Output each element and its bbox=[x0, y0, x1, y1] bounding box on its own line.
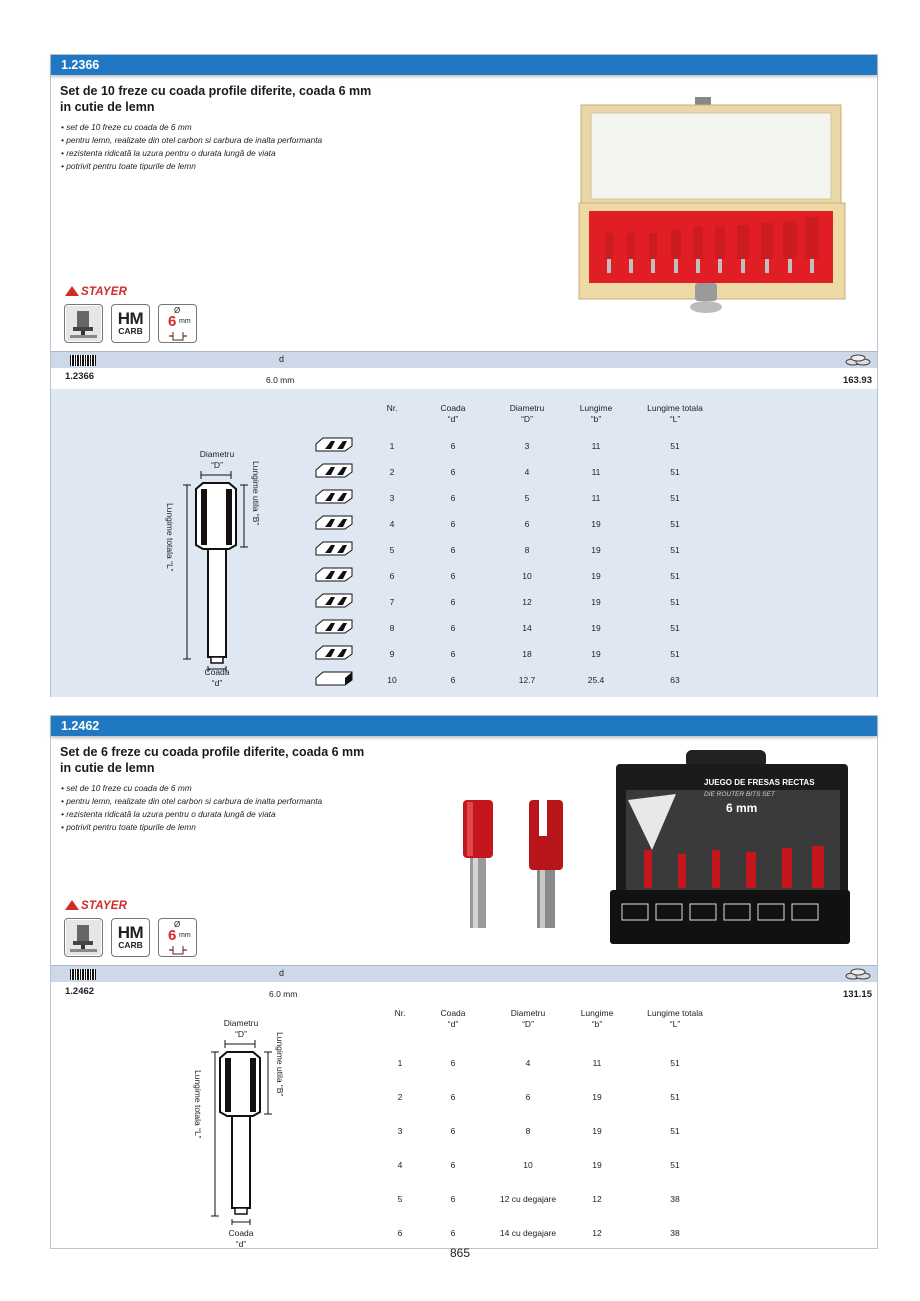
table-cell: 4 bbox=[524, 467, 530, 477]
table-cell: 19 bbox=[592, 1160, 602, 1170]
table-cell: 12 cu degajare bbox=[499, 1194, 557, 1204]
table-cell: 5 bbox=[389, 545, 395, 555]
info-bar bbox=[51, 351, 877, 368]
column-header: Diametru “D” bbox=[509, 403, 545, 424]
product-section-2 bbox=[50, 715, 878, 1249]
feature-item: • pentru lemn, realizate din otel carbon si carbura de inalta performanta bbox=[61, 796, 323, 806]
table-cell: 6 bbox=[450, 1194, 456, 1204]
table-cell: 10 bbox=[522, 571, 532, 581]
feature-icons bbox=[64, 304, 197, 343]
profile-icon bbox=[315, 436, 353, 452]
table-cell: 10 bbox=[387, 675, 397, 685]
table-cell: 2 bbox=[397, 1092, 403, 1102]
shank-diameter-icon: Ø 6 mm bbox=[158, 918, 197, 957]
package-subtitle: DIE ROUTER BITS SET bbox=[704, 791, 775, 798]
table-cell: 11 bbox=[591, 493, 601, 503]
hm-carb-icon: HM CARB bbox=[111, 918, 150, 957]
table-cell: 19 bbox=[592, 1092, 602, 1102]
feature-icons bbox=[64, 918, 197, 957]
router-bit-diagram bbox=[185, 1016, 335, 1256]
product-section-1 bbox=[50, 54, 878, 697]
table-cell: 6 bbox=[525, 1092, 531, 1102]
package-size: 6 mm bbox=[726, 801, 758, 815]
column-header: Lungime totala “L” bbox=[647, 1008, 703, 1029]
title-line-1: Set de 6 freze cu coada profile diferite, coada 6 mm bbox=[60, 745, 365, 759]
profile-icon bbox=[315, 618, 353, 634]
feature-item: • set de 10 freze cu coada de 6 mm bbox=[61, 783, 192, 793]
table-cell: 12 bbox=[522, 597, 532, 607]
brand-triangle-icon bbox=[65, 286, 79, 296]
column-header: Lungime “b” bbox=[580, 1008, 614, 1029]
table-cell: 6 bbox=[450, 441, 456, 451]
table-cell: 6 bbox=[450, 1126, 456, 1136]
table-cell: 19 bbox=[592, 1126, 602, 1136]
table-cell: 6 bbox=[450, 571, 456, 581]
table-cell: 19 bbox=[591, 597, 601, 607]
table-cell: 51 bbox=[670, 1092, 680, 1102]
table-cell: 2 bbox=[389, 467, 395, 477]
section-header: 1.2366 bbox=[51, 55, 877, 75]
router-machine-icon bbox=[64, 304, 103, 343]
table-cell: 6 bbox=[450, 467, 456, 477]
feature-item: • potrivit pentru toate tipurile de lemn bbox=[61, 161, 196, 171]
shank-diameter-icon: Ø 6 mm bbox=[158, 304, 197, 343]
table-cell: 51 bbox=[670, 623, 680, 633]
table-cell: 51 bbox=[670, 545, 680, 555]
coins-icon bbox=[845, 354, 871, 366]
product-photo bbox=[571, 93, 851, 325]
table-cell: 6 bbox=[450, 1228, 456, 1238]
table-cell: 51 bbox=[670, 1126, 680, 1136]
product-code: 1.2462 bbox=[65, 986, 95, 997]
table-cell: 6 bbox=[450, 545, 456, 555]
table-cell: 6 bbox=[450, 623, 456, 633]
table-cell: 12 bbox=[592, 1194, 602, 1204]
title-line-2: in cutie de lemn bbox=[60, 100, 155, 114]
column-header: Lungime “b” bbox=[579, 403, 613, 424]
table-cell: 12.7 bbox=[518, 675, 536, 685]
d-value: 6.0 mm bbox=[269, 989, 298, 999]
column-header: Nr. bbox=[386, 403, 398, 413]
spec-panel bbox=[51, 389, 877, 697]
column-header: Coada “d” bbox=[440, 1008, 466, 1029]
coins-icon bbox=[845, 968, 871, 980]
table-cell: 25.4 bbox=[587, 675, 605, 685]
table-cell: 1 bbox=[397, 1058, 403, 1068]
router-bit-diagram bbox=[161, 449, 311, 699]
profile-icon bbox=[315, 540, 353, 556]
lungime-totala-label: Lungime totala “L” bbox=[193, 1070, 203, 1139]
table-cell: 6 bbox=[450, 519, 456, 529]
table-cell: 19 bbox=[591, 571, 601, 581]
table-cell: 51 bbox=[670, 571, 680, 581]
table-cell: 19 bbox=[591, 649, 601, 659]
brand-triangle-icon bbox=[65, 900, 79, 910]
d-value: 6.0 mm bbox=[266, 375, 295, 385]
product-title bbox=[60, 744, 364, 776]
profile-icon bbox=[315, 670, 353, 686]
table-cell: 6 bbox=[450, 1160, 456, 1170]
router-bits-photo bbox=[451, 792, 581, 932]
table-cell: 3 bbox=[524, 441, 530, 451]
feature-item: • set de 10 freze cu coada de 6 mm bbox=[61, 122, 192, 132]
column-header: Lungime totala “L” bbox=[647, 403, 703, 424]
table-cell: 12 bbox=[592, 1228, 602, 1238]
table-cell: 51 bbox=[670, 441, 680, 451]
table-cell: 6 bbox=[450, 1058, 456, 1068]
table-cell: 19 bbox=[591, 545, 601, 555]
table-cell: 1 bbox=[389, 441, 395, 451]
table-cell: 6 bbox=[450, 1092, 456, 1102]
feature-item: • rezistenta ridicată la uzura pentru o durata lungă de viata bbox=[61, 148, 276, 158]
table-cell: 51 bbox=[670, 467, 680, 477]
table-cell: 5 bbox=[524, 493, 530, 503]
price: 131.15 bbox=[842, 989, 872, 1000]
router-machine-icon bbox=[64, 918, 103, 957]
feature-item: • pentru lemn, realizate din otel carbon si carbura de inalta performanta bbox=[61, 135, 323, 145]
feature-item: • potrivit pentru toate tipurile de lemn bbox=[61, 822, 196, 832]
table-cell: 38 bbox=[670, 1228, 680, 1238]
barcode-icon bbox=[70, 969, 96, 980]
profile-icon bbox=[315, 566, 353, 582]
table-cell: 51 bbox=[670, 1160, 680, 1170]
d-column-label: d bbox=[279, 354, 285, 364]
table-cell: 19 bbox=[591, 519, 601, 529]
package-photo bbox=[606, 750, 851, 948]
column-header: Nr. bbox=[394, 1008, 406, 1018]
table-cell: 51 bbox=[670, 597, 680, 607]
diametru-label: Diametru “D” bbox=[199, 449, 235, 470]
lungime-utila-label: Lungime utila “B” bbox=[251, 461, 261, 526]
table-cell: 11 bbox=[591, 467, 601, 477]
table-cell: 6 bbox=[397, 1228, 403, 1238]
section-header: 1.2462 bbox=[51, 716, 877, 736]
profile-icon bbox=[315, 592, 353, 608]
table-cell: 6 bbox=[524, 519, 530, 529]
table-cell: 6 bbox=[450, 675, 456, 685]
table-cell: 38 bbox=[670, 1194, 680, 1204]
title-line-2: in cutie de lemn bbox=[60, 761, 155, 775]
table-cell: 11 bbox=[591, 441, 601, 451]
feature-list bbox=[61, 782, 322, 834]
table-cell: 6 bbox=[450, 597, 456, 607]
brand-logo: STAYER bbox=[65, 286, 127, 298]
table-cell: 8 bbox=[525, 1126, 531, 1136]
column-header: Coada “d” bbox=[440, 403, 466, 424]
table-cell: 4 bbox=[525, 1058, 531, 1068]
lungime-utila-label: Lungime utila “B” bbox=[275, 1032, 285, 1097]
price: 163.93 bbox=[842, 375, 872, 386]
title-line-1: Set de 10 freze cu coada profile diferite, coada 6 mm bbox=[60, 84, 372, 98]
table-cell: 9 bbox=[389, 649, 395, 659]
table-cell: 51 bbox=[670, 493, 680, 503]
page-number: 865 bbox=[449, 1246, 471, 1260]
package-title: JUEGO DE FRESAS RECTAS bbox=[704, 778, 815, 787]
table-cell: 14 bbox=[522, 623, 532, 633]
table-cell: 8 bbox=[524, 545, 530, 555]
product-title bbox=[60, 83, 371, 115]
table-cell: 6 bbox=[450, 649, 456, 659]
table-cell: 14 cu degajare bbox=[499, 1228, 557, 1238]
table-cell: 5 bbox=[397, 1194, 403, 1204]
table-cell: 8 bbox=[389, 623, 395, 633]
info-bar bbox=[51, 965, 877, 982]
table-cell: 51 bbox=[670, 519, 680, 529]
profile-icon bbox=[315, 462, 353, 478]
profile-icon bbox=[315, 488, 353, 504]
feature-list bbox=[61, 121, 322, 173]
table-cell: 3 bbox=[389, 493, 395, 503]
profile-icon bbox=[315, 644, 353, 660]
table-cell: 63 bbox=[670, 675, 680, 685]
table-cell: 11 bbox=[592, 1058, 602, 1068]
lungime-totala-label: Lungime totala “L” bbox=[165, 503, 175, 572]
table-cell: 6 bbox=[389, 571, 395, 581]
table-cell: 6 bbox=[450, 493, 456, 503]
table-cell: 19 bbox=[591, 623, 601, 633]
table-cell: 10 bbox=[523, 1160, 533, 1170]
d-column-label: d bbox=[279, 968, 285, 978]
table-cell: 51 bbox=[670, 1058, 680, 1068]
table-cell: 4 bbox=[389, 519, 395, 529]
spec-panel bbox=[51, 1002, 877, 1248]
table-cell: 3 bbox=[397, 1126, 403, 1136]
coada-label: Coada “d” bbox=[228, 1228, 254, 1249]
hm-carb-icon: HM CARB bbox=[111, 304, 150, 343]
table-cell: 4 bbox=[397, 1160, 403, 1170]
coada-label: Coada “d” bbox=[204, 667, 230, 688]
table-cell: 51 bbox=[670, 649, 680, 659]
brand-logo: STAYER bbox=[65, 900, 127, 912]
column-header: Diametru “D” bbox=[510, 1008, 546, 1029]
barcode-icon bbox=[70, 355, 96, 366]
profile-icon bbox=[315, 514, 353, 530]
diametru-label: Diametru “D” bbox=[223, 1018, 259, 1039]
product-code: 1.2366 bbox=[65, 371, 95, 382]
table-cell: 18 bbox=[522, 649, 532, 659]
feature-item: • rezistenta ridicată la uzura pentru o durata lungă de viata bbox=[61, 809, 276, 819]
table-cell: 7 bbox=[389, 597, 395, 607]
